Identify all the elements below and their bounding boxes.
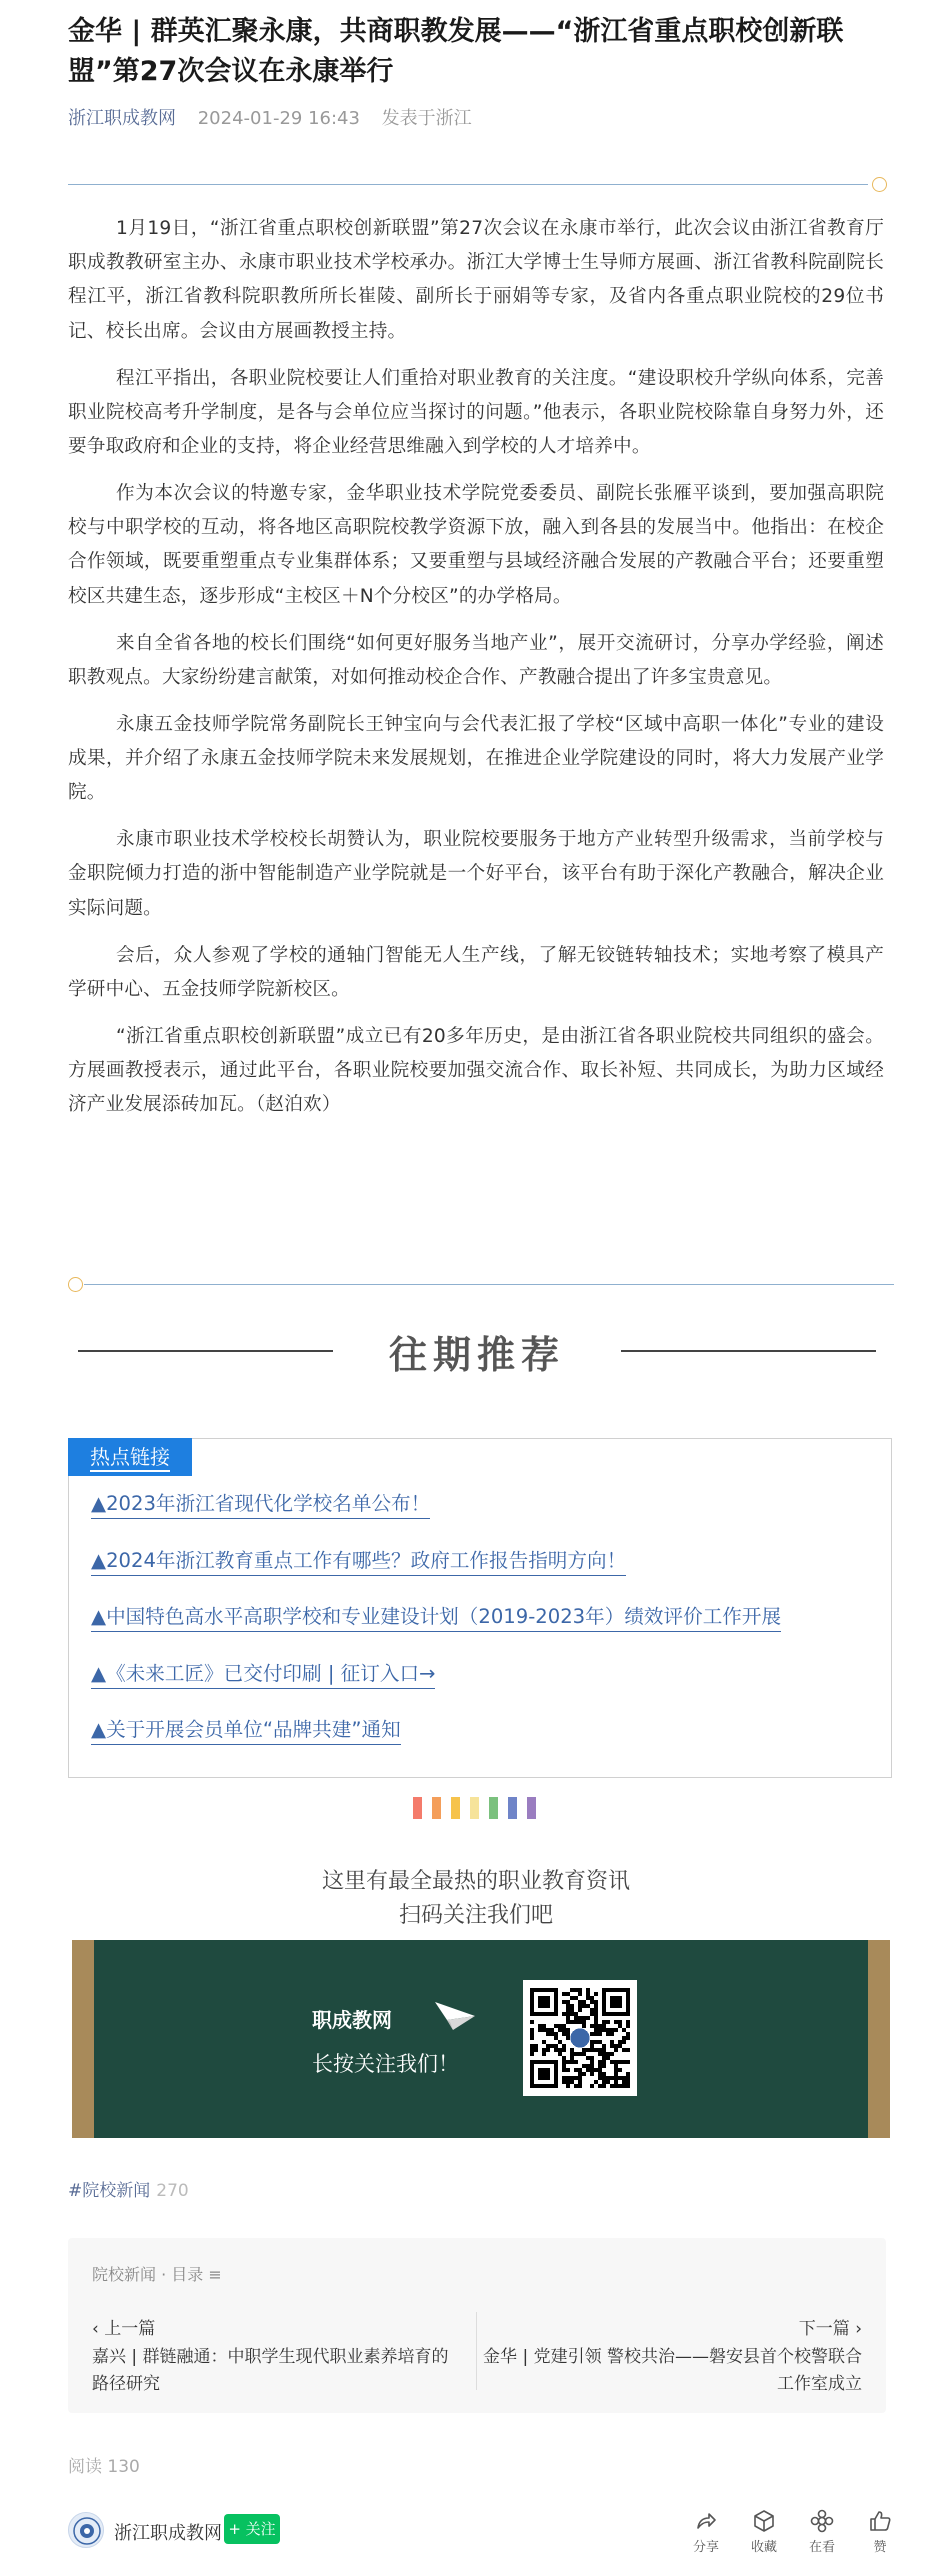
board-brand: 职成教网 [312, 2008, 392, 2032]
hot-links-box [68, 1438, 892, 1778]
read-count: 阅读 130 [68, 2457, 140, 2477]
article-meta [68, 104, 472, 130]
share-button[interactable]: 分享 [681, 2508, 731, 2555]
avatar-emblem-icon [69, 2513, 104, 2548]
list-item [91, 1600, 781, 1657]
thumbs-up-icon [867, 2508, 893, 2534]
share-icon [693, 2508, 719, 2534]
promo-line-2: 扫码关注我们吧 [398, 1903, 553, 1928]
hot-link[interactable]: ▲关于开展会员单位“品牌共建”通知 [91, 1718, 401, 1745]
paragraph: 来自全省各地的校长们围绕“如何更好服务当地产业”，展开交流研讨，分享办学经验，阐述职教观点。大家纷纷建言献策，对如何推动校企合作、产教融合提出了许多宝贵意见。 [68, 632, 884, 688]
decor-circle-top [872, 177, 887, 192]
article-tag[interactable] [68, 2176, 189, 2201]
paragraph: 1月19日，“浙江省重点职校创新联盟”第27次会议在永康市举行，此次会议由浙江省教育厅职成教教研室主办、永康市职业技术学校承办。浙江大学博士生导师方展画、浙江省教科院副院长程江平，浙江省教科院职教所所长崔陵、副所长于丽娟等专家，及省内各重点职业院校的29位书记、校长出席。会议由方展画教授主持。 [68, 218, 884, 342]
hot-link[interactable]: ▲2023年浙江省现代化学校名单公布！ [91, 1492, 430, 1519]
paragraph: 会后，众人参观了学校的通轴门智能无人生产线，了解无铰链转轴技术；实地考察了模具产学研中心、五金技师学院新校区。 [68, 944, 884, 1000]
author-link[interactable]: 浙江职成教网 [68, 108, 176, 129]
next-article-title[interactable]: 金华 | 党建引领 警校共治——磐安县首个校警联合工作室成立 [483, 2347, 862, 2394]
follow-button[interactable]: + 关注 [224, 2514, 280, 2544]
board-cta: 长按关注我们！ [312, 2052, 459, 2076]
color-bar [451, 1797, 460, 1819]
list-item [91, 1657, 781, 1714]
hot-links-tab: 热点链接 [68, 1438, 192, 1476]
color-bar [470, 1797, 479, 1819]
like-button[interactable]: 赞 [855, 2508, 905, 2555]
footer-bar [0, 2500, 952, 2572]
nav-divider [476, 2312, 477, 2390]
list-item [91, 1544, 781, 1601]
prev-article-title[interactable]: 嘉兴 | 群链融通：中职学生现代职业素养培育的路径研究 [92, 2347, 449, 2394]
account-name[interactable]: 浙江职成教网 [114, 2523, 222, 2544]
color-bar [413, 1797, 422, 1819]
color-bar [489, 1797, 498, 1819]
board-frame-right [868, 1940, 890, 2138]
next-article-label[interactable]: 下一篇 › [798, 2319, 862, 2339]
tag-count: 270 [156, 2181, 189, 2201]
color-bar [527, 1797, 536, 1819]
header-rule-right [621, 1350, 876, 1352]
paragraph: “浙江省重点职校创新联盟”成立已有20多年历史，是由浙江省各职业院校共同组织的盛会。方展画教授表示，通过此平台，各职业院校要加强交流合作、取长补短、共同成长，为助力区域经济产业发展添砖加瓦。（赵泊欢） [68, 1025, 884, 1116]
color-bar [508, 1797, 517, 1819]
prev-article-label[interactable]: ‹ 上一篇 [92, 2319, 156, 2339]
article-title: 金华 | 群英汇聚永康，共商职教发展——“浙江省重点职校创新联盟”第27次会议在永康举行 [68, 16, 844, 87]
tag-name: #院校新闻 [68, 2181, 151, 2201]
qr-code[interactable] [523, 1980, 637, 2096]
looking-button[interactable]: 在看 [797, 2508, 847, 2555]
hot-link[interactable]: ▲中国特色高水平高职学校和专业建设计划（2019-2023年）绩效评价工作开展 [91, 1605, 781, 1632]
qr-promo-board [72, 1940, 890, 2138]
nav-directory-header[interactable]: 院校新闻 · 目录 ≡ [92, 2265, 222, 2284]
article-body [68, 212, 884, 1135]
chevron-right-icon: › [849, 2319, 862, 2339]
hot-links-list [91, 1487, 781, 1770]
paragraph: 程江平指出，各职业院校要让人们重拾对职业教育的关注度。“建设职校升学纵向体系，完善职业院校高考升学制度，是各与会单位应当探讨的问题。”他表示，各职业院校除靠自身努力外，还要争取政府和企业的支持，将企业经营思维融入到学校的人才培养中。 [68, 367, 884, 458]
hot-link[interactable]: ▲2024年浙江教育重点工作有哪些？政府工作报告指明方向！ [91, 1549, 626, 1576]
paragraph: 永康五金技师学院常务副院长王钟宝向与会代表汇报了学校“区域中高职一体化”专业的建设成果，并介绍了永康五金技师学院未来发展规划，在推进企业学院建设的同时，将大力发展产业学院。 [68, 713, 884, 804]
paper-plane-icon [433, 1998, 477, 2032]
publish-date: 2024-01-29 16:43 [197, 108, 360, 129]
list-item [91, 1713, 781, 1770]
chevron-left-icon: ‹ [92, 2319, 105, 2339]
hot-link[interactable]: ▲《未来工匠》已交付印刷 | 征订入口→ [91, 1662, 435, 1689]
cube-favorite-icon [751, 2508, 777, 2534]
article-navigation [68, 2238, 886, 2413]
decor-circle-bottom [68, 1277, 83, 1292]
decor-color-bars [413, 1797, 546, 1821]
publish-location: 发表于浙江 [381, 108, 472, 129]
flower-looking-icon [809, 2508, 835, 2534]
paragraph: 作为本次会议的特邀专家，金华职业技术学院党委委员、副院长张雁平谈到，要加强高职院校与中职学校的互动，将各地区高职院校教学资源下放，融入到各县的发展当中。他指出：在校企合作领域，既要重塑重点专业集群体系；又要重塑与县域经济融合发展的产教融合平台；还要重塑校区共建生态，逐步形成“主校区＋N个分校区”的办学格局。 [68, 483, 884, 607]
paragraph: 永康市职业技术学校校长胡赞认为，职业院校要服务于地方产业转型升级需求，当前学校与金职院倾力打造的浙中智能制造产业学院就是一个好平台，该平台有助于深化产教融合，解决企业实际问题。 [68, 829, 884, 919]
past-recommend-header [78, 1320, 876, 1380]
decor-divider-top [68, 184, 868, 185]
account-avatar[interactable] [68, 2512, 104, 2548]
color-bar [432, 1797, 441, 1819]
promo-line-1: 这里有最全最热的职业教育资讯 [321, 1869, 630, 1894]
past-recommend-title: 往期推荐 [388, 1333, 565, 1377]
decor-divider-bottom [84, 1284, 894, 1285]
board-frame-left [72, 1940, 94, 2138]
favorite-button[interactable]: 收藏 [739, 2508, 789, 2555]
list-item [91, 1487, 781, 1544]
